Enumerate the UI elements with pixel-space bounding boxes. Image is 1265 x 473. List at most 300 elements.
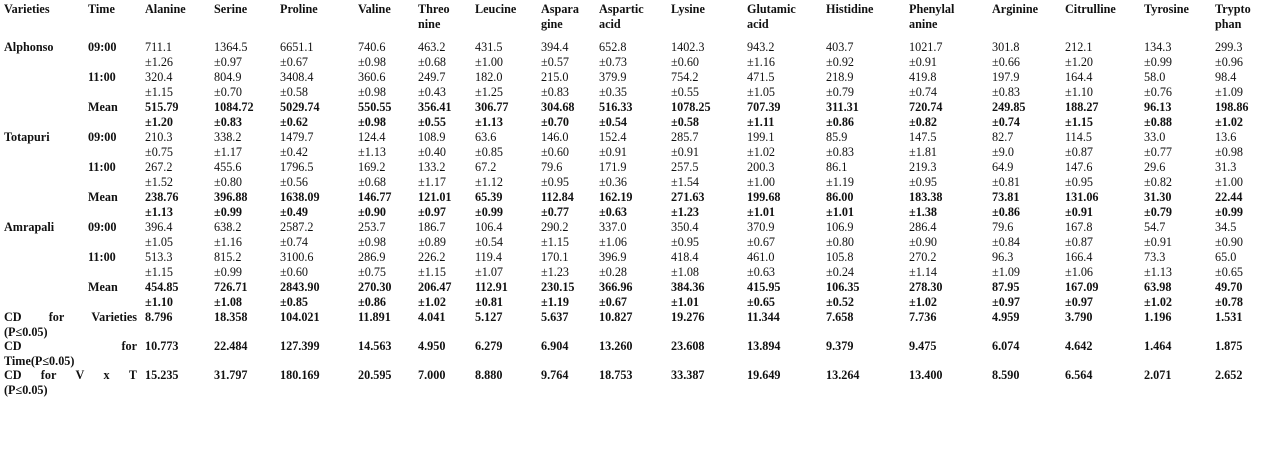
mean-value: 290.2	[541, 220, 569, 234]
mean-value: 13.6	[1215, 130, 1237, 144]
error-value: ±0.70	[214, 84, 243, 99]
mean-value: 461.0	[747, 250, 775, 264]
value-cell	[907, 40, 990, 70]
error-value: ±1.01	[826, 204, 855, 219]
error-value: ±0.68	[358, 174, 387, 189]
mean-value: 2587.2	[280, 220, 314, 234]
mean-value: 105.8	[826, 250, 854, 264]
cd-value: 180.169	[280, 368, 320, 382]
error-value: ±0.82	[1144, 174, 1173, 189]
mean-value: 726.71	[214, 280, 248, 294]
cd-value: 7.736	[909, 310, 937, 324]
value-cell	[669, 250, 745, 280]
error-value: ±1.17	[214, 144, 243, 159]
error-value: ±0.54	[475, 234, 504, 249]
mean-value: 230.15	[541, 280, 575, 294]
error-value: ±0.73	[599, 54, 628, 69]
error-value: ±1.05	[747, 84, 776, 99]
error-value: ±0.91	[909, 54, 938, 69]
column-header-text: Alanine	[145, 2, 186, 16]
mean-value: 34.5	[1215, 220, 1237, 234]
mean-value: 87.95	[992, 280, 1020, 294]
value-cell	[416, 40, 473, 70]
mean-value: 337.0	[599, 220, 627, 234]
value-cell	[669, 130, 745, 160]
error-value: ±0.90	[909, 234, 938, 249]
cd-value: 13.400	[909, 368, 943, 382]
mean-value: 360.6	[358, 70, 386, 84]
value-cell	[539, 190, 597, 220]
error-value: ±0.65	[1215, 264, 1244, 279]
value-cell	[539, 100, 597, 130]
value-cell	[669, 220, 745, 250]
value-cell	[1213, 40, 1265, 70]
cd-label-word: Varieties	[91, 310, 137, 324]
mean-value: 29.6	[1144, 160, 1166, 174]
mean-value: 167.8	[1065, 220, 1093, 234]
error-value: ±0.95	[1065, 174, 1094, 189]
table-row	[2, 130, 1265, 160]
column-header	[745, 2, 824, 40]
mean-value: 96.3	[992, 250, 1014, 264]
value-cell	[745, 220, 824, 250]
cd-value: 127.399	[280, 339, 320, 353]
cd-value: 4.041	[418, 310, 446, 324]
time-label: Mean	[88, 100, 118, 114]
error-value: ±0.99	[214, 264, 243, 279]
error-value: ±0.77	[1144, 144, 1173, 159]
column-header-text: Aspara	[541, 2, 579, 16]
cd-value: 8.796	[145, 310, 173, 324]
value-cell	[416, 160, 473, 190]
error-value: ±1.52	[145, 174, 174, 189]
mean-value: 147.5	[909, 130, 937, 144]
mean-value: 720.74	[909, 100, 943, 114]
mean-value: 270.30	[358, 280, 392, 294]
column-header	[824, 2, 907, 40]
table-row	[2, 250, 1265, 280]
value-cell	[1213, 100, 1265, 130]
cd-value: 31.797	[214, 368, 248, 382]
value-cell	[416, 70, 473, 100]
error-value: ±0.83	[826, 144, 855, 159]
error-value: ±1.02	[1144, 294, 1173, 309]
error-value: ±0.81	[475, 294, 504, 309]
cd-label-word: CD	[4, 368, 22, 382]
mean-value: 394.4	[541, 40, 569, 54]
error-value: ±1.16	[747, 54, 776, 69]
mean-value: 270.2	[909, 250, 937, 264]
cd-value: 18.358	[214, 310, 248, 324]
value-cell	[745, 280, 824, 310]
mean-value: 350.4	[671, 220, 699, 234]
mean-value: 86.1	[826, 160, 848, 174]
value-cell	[1142, 220, 1213, 250]
value-cell	[745, 190, 824, 220]
column-header	[597, 2, 669, 40]
error-value: ±1.17	[418, 174, 447, 189]
error-value: ±9.0	[992, 144, 1014, 159]
value-cell	[824, 160, 907, 190]
value-cell	[1142, 100, 1213, 130]
error-value: ±1.15	[418, 264, 447, 279]
error-value: ±0.43	[418, 84, 447, 99]
mean-value: 188.27	[1065, 100, 1099, 114]
time-label: 11:00	[88, 250, 116, 264]
mean-value: 1638.09	[280, 190, 320, 204]
error-value: ±0.76	[1144, 84, 1173, 99]
cd-value: 11.344	[747, 310, 780, 324]
value-cell	[990, 40, 1063, 70]
error-value: ±0.97	[418, 204, 447, 219]
error-value: ±0.42	[280, 144, 309, 159]
column-header	[539, 2, 597, 40]
mean-value: 454.85	[145, 280, 179, 294]
value-cell	[907, 220, 990, 250]
error-value: ±1.54	[671, 174, 700, 189]
value-cell	[990, 130, 1063, 160]
value-cell	[473, 280, 539, 310]
error-value: ±1.08	[671, 264, 700, 279]
column-header	[278, 2, 356, 40]
mean-value: 210.3	[145, 130, 173, 144]
cd-value: 18.753	[599, 368, 633, 382]
error-value: ±0.67	[599, 294, 628, 309]
column-header-text: acid	[599, 16, 621, 31]
error-value: ±0.36	[599, 174, 628, 189]
error-value: ±0.78	[1215, 294, 1244, 309]
mean-value: 379.9	[599, 70, 627, 84]
mean-value: 108.9	[418, 130, 446, 144]
cd-value: 33.387	[671, 368, 705, 382]
error-value: ±1.20	[1065, 54, 1094, 69]
value-cell	[1063, 280, 1142, 310]
error-value: ±0.95	[909, 174, 938, 189]
error-value: ±0.75	[358, 264, 387, 279]
mean-value: 299.3	[1215, 40, 1243, 54]
mean-value: 415.95	[747, 280, 781, 294]
mean-value: 286.4	[909, 220, 937, 234]
mean-value: 96.13	[1144, 100, 1172, 114]
amino-acid-table	[2, 2, 1265, 397]
error-value: ±1.02	[418, 294, 447, 309]
error-value: ±0.62	[280, 114, 309, 129]
error-value: ±0.83	[214, 114, 243, 129]
column-header-text: phan	[1215, 16, 1242, 31]
mean-value: 652.8	[599, 40, 627, 54]
mean-value: 471.5	[747, 70, 775, 84]
value-cell	[416, 250, 473, 280]
value-cell	[143, 250, 212, 280]
error-value: ±0.58	[280, 84, 309, 99]
mean-value: 271.63	[671, 190, 705, 204]
error-value: ±0.52	[826, 294, 855, 309]
cd-value: 6.074	[992, 339, 1020, 353]
error-value: ±0.75	[145, 144, 174, 159]
value-cell	[597, 250, 669, 280]
mean-row	[2, 190, 1265, 220]
error-value: ±1.00	[1215, 174, 1244, 189]
error-value: ±0.92	[826, 54, 855, 69]
mean-value: 278.30	[909, 280, 943, 294]
cd-label-bottom: Time(P≤0.05)	[4, 353, 75, 368]
cd-value: 6.904	[541, 339, 569, 353]
mean-value: 463.2	[418, 40, 446, 54]
value-cell	[212, 220, 278, 250]
cd-value: 9.475	[909, 339, 937, 353]
value-cell	[356, 220, 416, 250]
error-value: ±1.15	[541, 234, 570, 249]
value-cell	[1063, 70, 1142, 100]
value-cell	[416, 190, 473, 220]
error-value: ±0.99	[1215, 204, 1244, 219]
mean-value: 301.8	[992, 40, 1020, 54]
cd-value: 6.279	[475, 339, 503, 353]
mean-value: 98.4	[1215, 70, 1237, 84]
value-cell	[1142, 40, 1213, 70]
error-value: ±0.98	[358, 54, 387, 69]
column-header-text: Proline	[280, 2, 318, 16]
cd-row	[2, 368, 1265, 397]
column-header	[143, 2, 212, 40]
error-value: ±0.91	[1065, 204, 1094, 219]
mean-value: 366.96	[599, 280, 633, 294]
mean-value: 219.3	[909, 160, 937, 174]
error-value: ±1.10	[145, 294, 174, 309]
value-cell	[143, 220, 212, 250]
value-cell	[907, 130, 990, 160]
mean-value: 1402.3	[671, 40, 705, 54]
value-cell	[416, 100, 473, 130]
column-header	[990, 2, 1063, 40]
time-label: 11:00	[88, 70, 116, 84]
value-cell	[990, 100, 1063, 130]
error-value: ±1.06	[599, 234, 628, 249]
mean-value: 79.6	[992, 220, 1014, 234]
value-cell	[1063, 40, 1142, 70]
value-cell	[473, 100, 539, 130]
mean-value: 285.7	[671, 130, 699, 144]
error-value: ±1.13	[145, 204, 174, 219]
cd-label-bottom: (P≤0.05)	[4, 324, 48, 339]
column-header	[212, 2, 278, 40]
mean-value: 167.09	[1065, 280, 1099, 294]
column-header-text: Threo	[418, 2, 450, 16]
mean-value: 170.1	[541, 250, 569, 264]
cd-value: 13.264	[826, 368, 860, 382]
column-header-text: gine	[541, 16, 563, 31]
mean-value: 403.7	[826, 40, 854, 54]
error-value: ±1.25	[475, 84, 504, 99]
value-cell	[539, 220, 597, 250]
mean-value: 515.79	[145, 100, 179, 114]
mean-value: 197.9	[992, 70, 1020, 84]
error-value: ±0.98	[358, 234, 387, 249]
cd-value: 1.196	[1144, 310, 1172, 324]
mean-value: 215.0	[541, 70, 569, 84]
error-value: ±0.96	[1215, 54, 1244, 69]
mean-value: 164.4	[1065, 70, 1093, 84]
error-value: ±0.86	[826, 114, 855, 129]
cd-label-word: for	[40, 368, 57, 382]
cd-value: 3.790	[1065, 310, 1093, 324]
error-value: ±0.70	[541, 114, 570, 129]
error-value: ±0.86	[358, 294, 387, 309]
cd-value: 23.608	[671, 339, 705, 353]
mean-value: 740.6	[358, 40, 386, 54]
mean-value: 58.0	[1144, 70, 1166, 84]
error-value: ±1.15	[1065, 114, 1094, 129]
error-value: ±0.58	[671, 114, 700, 129]
value-cell	[597, 130, 669, 160]
mean-value: 3100.6	[280, 250, 314, 264]
mean-value: 804.9	[214, 70, 242, 84]
value-cell	[669, 40, 745, 70]
mean-value: 106.9	[826, 220, 854, 234]
mean-value: 550.55	[358, 100, 392, 114]
value-cell	[278, 220, 356, 250]
variety-name: Totapuri	[4, 130, 50, 144]
value-cell	[1213, 160, 1265, 190]
error-value: ±0.35	[599, 84, 628, 99]
value-cell	[539, 40, 597, 70]
mean-value: 3408.4	[280, 70, 314, 84]
cd-label-word: T	[128, 368, 137, 382]
value-cell	[1142, 190, 1213, 220]
cd-value: 1.464	[1144, 339, 1172, 353]
mean-value: 396.4	[145, 220, 173, 234]
mean-value: 200.3	[747, 160, 775, 174]
error-value: ±1.05	[145, 234, 174, 249]
cd-label-top	[4, 339, 143, 354]
value-cell	[143, 70, 212, 100]
value-cell	[669, 280, 745, 310]
value-cell	[1142, 70, 1213, 100]
mean-value: 419.8	[909, 70, 937, 84]
value-cell	[356, 250, 416, 280]
mean-value: 166.4	[1065, 250, 1093, 264]
mean-value: 54.7	[1144, 220, 1166, 234]
value-cell	[212, 280, 278, 310]
error-value: ±0.24	[826, 264, 855, 279]
time-label: 09:00	[88, 220, 117, 234]
value-cell	[824, 70, 907, 100]
cd-value: 13.894	[747, 339, 781, 353]
column-header-text: Varieties	[4, 2, 50, 16]
mean-value: 396.9	[599, 250, 627, 264]
value-cell	[990, 160, 1063, 190]
value-cell	[1213, 70, 1265, 100]
error-value: ±1.19	[826, 174, 855, 189]
error-value: ±0.54	[599, 114, 628, 129]
cd-value: 104.021	[280, 310, 320, 324]
column-header	[907, 2, 990, 40]
error-value: ±0.67	[747, 234, 776, 249]
value-cell	[824, 130, 907, 160]
value-cell	[1213, 130, 1265, 160]
column-header-text: Time	[88, 2, 115, 16]
value-cell	[1142, 130, 1213, 160]
cd-label-word: x	[103, 368, 110, 382]
error-value: ±0.89	[418, 234, 447, 249]
error-value: ±1.15	[145, 264, 174, 279]
mean-value: 134.3	[1144, 40, 1172, 54]
time-label: 11:00	[88, 160, 116, 174]
mean-value: 119.4	[475, 250, 502, 264]
value-cell	[473, 130, 539, 160]
mean-value: 1364.5	[214, 40, 248, 54]
value-cell	[416, 220, 473, 250]
error-value: ±0.79	[826, 84, 855, 99]
value-cell	[473, 70, 539, 100]
error-value: ±0.97	[1065, 294, 1094, 309]
error-value: ±1.13	[475, 114, 504, 129]
mean-value: 199.1	[747, 130, 775, 144]
mean-value: 182.0	[475, 70, 503, 84]
cd-value: 13.260	[599, 339, 633, 353]
error-value: ±0.95	[541, 174, 570, 189]
error-value: ±1.01	[747, 204, 776, 219]
cd-value: 10.827	[599, 310, 633, 324]
error-value: ±0.65	[747, 294, 776, 309]
error-value: ±1.02	[747, 144, 776, 159]
error-value: ±1.13	[358, 144, 387, 159]
value-cell	[824, 100, 907, 130]
column-header	[1063, 2, 1142, 40]
error-value: ±1.19	[541, 294, 570, 309]
time-label: 09:00	[88, 40, 117, 54]
column-header	[1142, 2, 1213, 40]
mean-value: 73.3	[1144, 250, 1166, 264]
cd-label	[2, 310, 143, 339]
value-cell	[278, 190, 356, 220]
error-value: ±1.23	[671, 204, 700, 219]
value-cell	[416, 130, 473, 160]
error-value: ±0.74	[280, 234, 309, 249]
error-value: ±0.60	[541, 144, 570, 159]
mean-value: 238.76	[145, 190, 179, 204]
error-value: ±1.00	[747, 174, 776, 189]
mean-value: 64.9	[992, 160, 1014, 174]
mean-value: 199.68	[747, 190, 781, 204]
value-cell	[212, 100, 278, 130]
value-cell	[143, 190, 212, 220]
value-cell	[212, 130, 278, 160]
error-value: ±0.86	[992, 204, 1021, 219]
error-value: ±1.26	[145, 54, 174, 69]
error-value: ±0.95	[671, 234, 700, 249]
column-header-text: Phenylal	[909, 2, 955, 16]
error-value: ±1.14	[909, 264, 938, 279]
error-value: ±0.99	[475, 204, 504, 219]
column-header	[416, 2, 473, 40]
column-header-text: Trypto	[1215, 2, 1251, 16]
mean-value: 267.2	[145, 160, 173, 174]
error-value: ±1.38	[909, 204, 938, 219]
column-header-text: anine	[909, 16, 938, 31]
cd-value: 20.595	[358, 368, 392, 382]
cd-value: 1.875	[1215, 339, 1243, 353]
cd-value: 7.658	[826, 310, 854, 324]
value-cell	[597, 280, 669, 310]
value-cell	[473, 220, 539, 250]
value-cell	[1063, 220, 1142, 250]
column-header-text: Aspartic	[599, 2, 644, 16]
cd-row	[2, 310, 1265, 339]
value-cell	[1063, 250, 1142, 280]
mean-value: 1084.72	[214, 100, 254, 114]
value-cell	[597, 100, 669, 130]
